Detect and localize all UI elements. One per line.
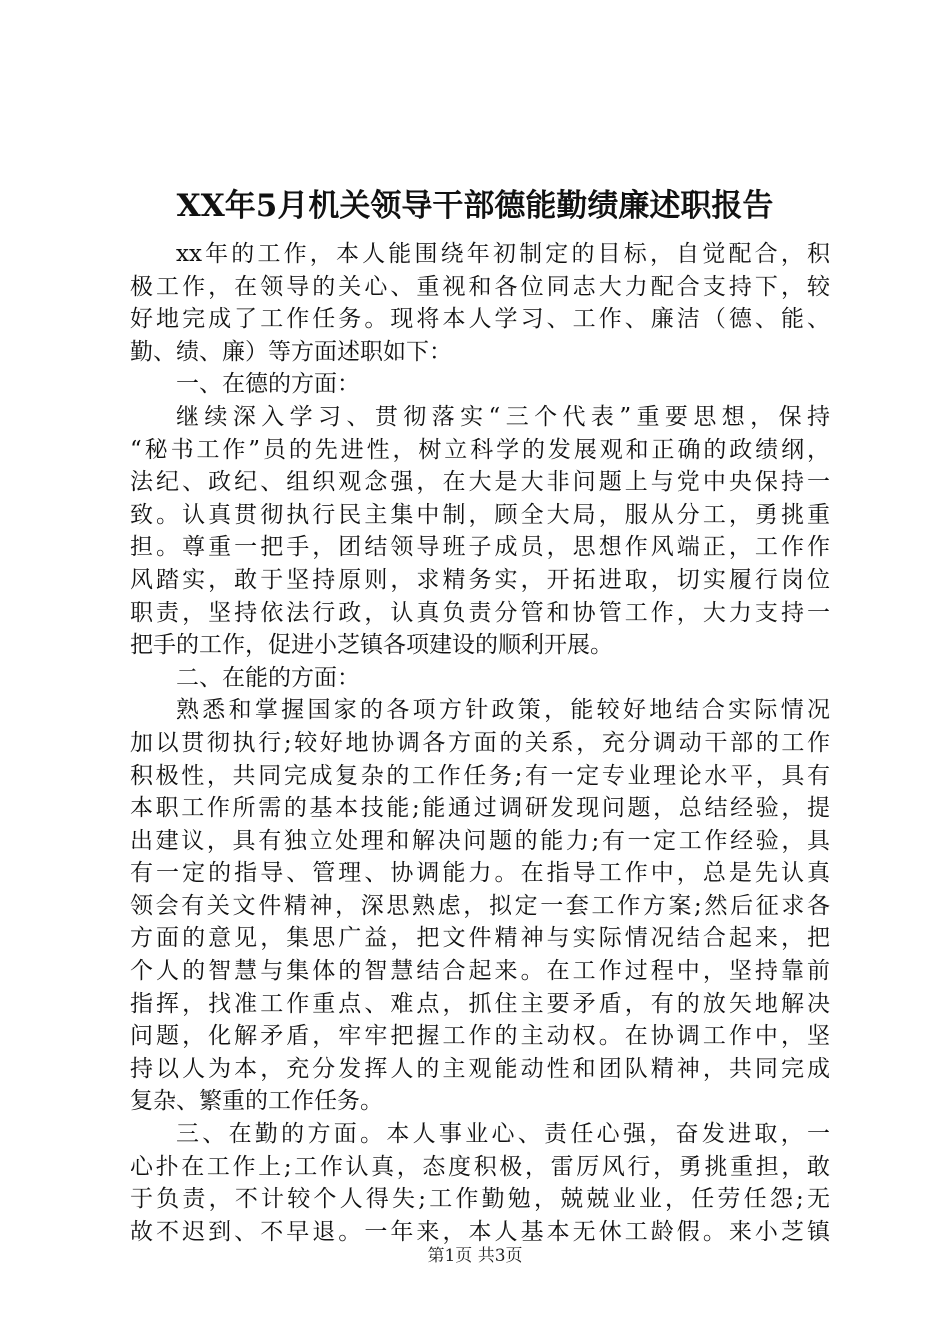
body-text-line: 指挥，找准工作重点、难点，抓住主要矛盾，有的放矢地解决: [130, 990, 830, 1017]
body-text-line: 职责，坚持依法行政，认真负责分管和协管工作，大力支持一: [130, 599, 830, 626]
body-text-line: 心扑在工作上;工作认真，态度积极，雷厉风行，勇挑重担，敢: [130, 1153, 830, 1180]
body-text-line: 极工作，在领导的关心、重视和各位同志大力配合支持下，较: [130, 273, 830, 300]
body-text-line: 三、在勤的方面。本人事业心、责任心强，奋发进取，一: [176, 1121, 830, 1148]
section-heading: 一、在德的方面：: [176, 371, 360, 398]
document-body: [130, 238, 830, 1248]
body-text-line: 风踏实，敢于坚持原则，求精务实，开拓进取，切实履行岗位: [130, 566, 830, 593]
body-text-line: 持以人为本，充分发挥人的主观能动性和团队精神，共同完成: [130, 1055, 830, 1082]
body-text-line: 领会有关文件精神，深思熟虑，拟定一套工作方案;然后征求各: [130, 892, 830, 919]
body-text-line: 方面的意见，集思广益，把文件精神与实际情况结合起来，把: [130, 925, 830, 952]
body-text-line: 把手的工作，促进小芝镇各项建设的顺利开展。: [130, 632, 613, 659]
body-text-line: 勤、绩、廉）等方面述职如下：: [130, 338, 452, 365]
body-text-line: 有一定的指导、管理、协调能力。在指导工作中，总是先认真: [130, 860, 830, 887]
body-text-line: 本职工作所需的基本技能;能通过调研发现问题，总结经验，提: [130, 795, 830, 822]
body-text-line: 法纪、政纪、组织观念强，在大是大非问题上与党中央保持一: [130, 469, 830, 496]
section-heading: 二、在能的方面：: [176, 664, 360, 691]
body-text-line: 熟悉和掌握国家的各项方针政策，能较好地结合实际情况: [176, 697, 830, 724]
body-text-line: 担。尊重一把手，团结领导班子成员，思想作风端正，工作作: [130, 534, 830, 561]
body-text-line: 于负责，不计较个人得失;工作勤勉，兢兢业业，任劳任怨;无: [130, 1186, 830, 1213]
body-text-line: “秘书工作”员的先进性，树立科学的发展观和正确的政绩纲，: [130, 436, 830, 463]
body-text-line: 致。认真贯彻执行民主集中制，顾全大局，服从分工，勇挑重: [130, 501, 830, 528]
body-text-line: 复杂、繁重的工作任务。: [130, 1088, 383, 1115]
body-text-line: 故不迟到、不早退。一年来，本人基本无休工龄假。来小芝镇: [130, 1218, 830, 1245]
body-text-line: 积极性，共同完成复杂的工作任务;有一定专业理论水平，具有: [130, 762, 830, 789]
page-number-footer: 第1页 共3页: [427, 1246, 523, 1266]
body-text-line: 继续深入学习、贯彻落实“三个代表”重要思想，保持: [176, 403, 830, 430]
body-text-line: xx年的工作，本人能围绕年初制定的目标，自觉配合，积: [176, 241, 830, 267]
body-text-line: 好地完成了工作任务。现将本人学习、工作、廉洁（德、能、: [130, 306, 830, 333]
body-text-line: 问题，化解矛盾，牢牢把握工作的主动权。在协调工作中，坚: [130, 1023, 830, 1050]
body-text-line: 出建议，具有独立处理和解决问题的能力;有一定工作经验，具: [130, 827, 830, 854]
document-title: XX年5月机关领导干部德能勤绩廉述职报告: [176, 188, 774, 224]
body-text-line: 个人的智慧与集体的智慧结合起来。在工作过程中，坚持靠前: [130, 958, 830, 985]
body-text-line: 加以贯彻执行;较好地协调各方面的关系，充分调动干部的工作: [130, 729, 830, 756]
